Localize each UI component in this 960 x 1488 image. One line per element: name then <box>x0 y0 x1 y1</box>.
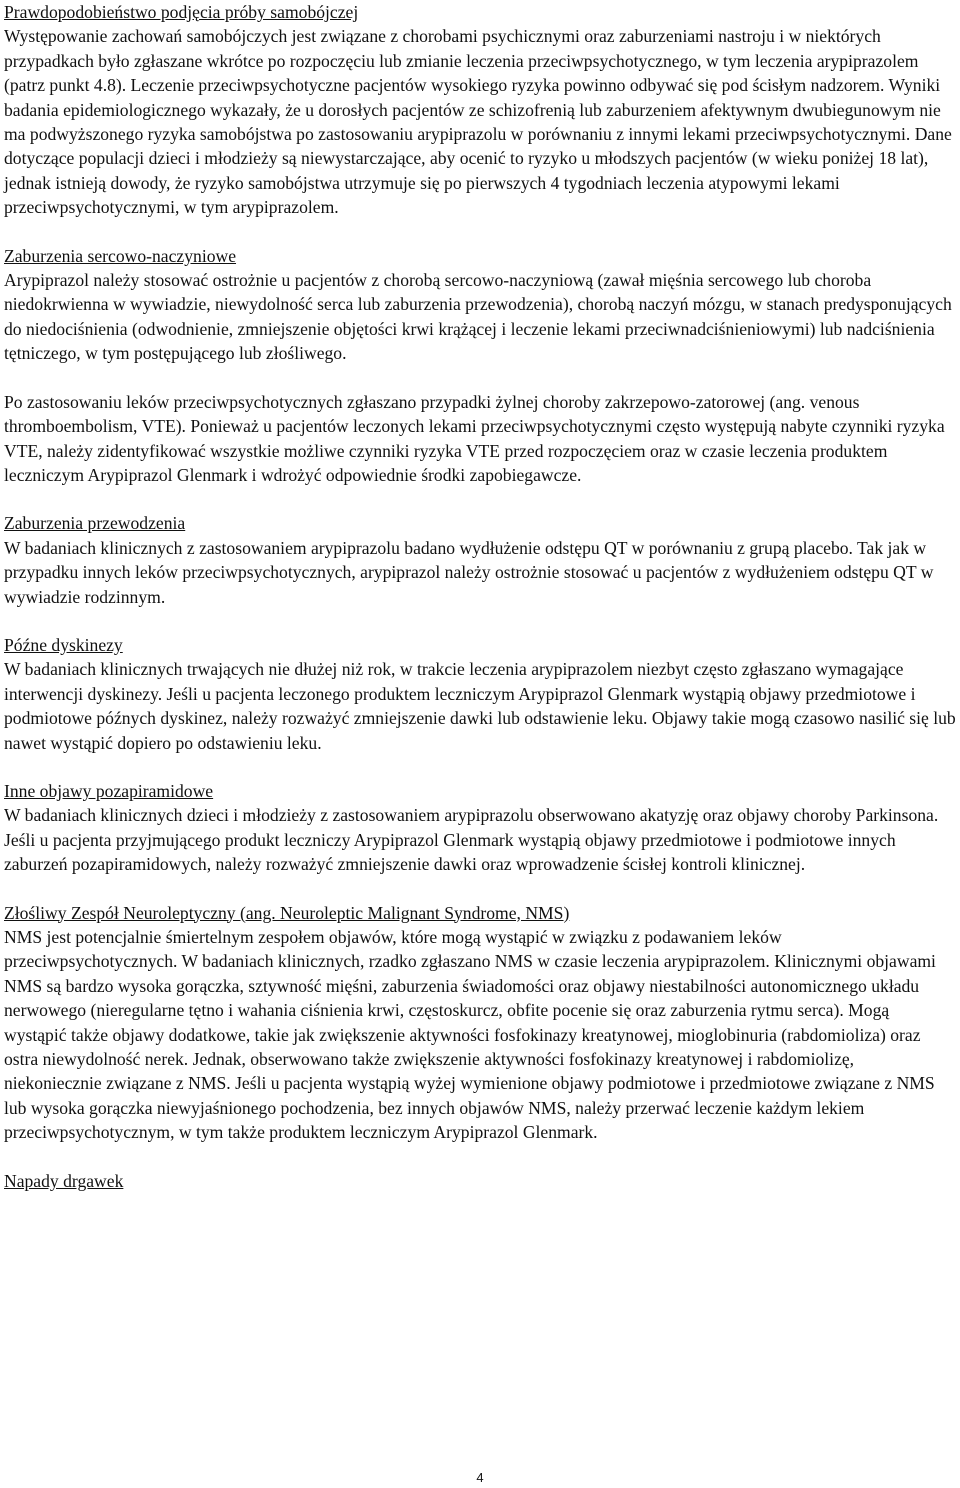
section-seizures <box>4 1169 956 1193</box>
section-suicide-risk <box>4 0 956 220</box>
paragraph: Występowanie zachowań samobójczych jest związane z chorobami psychicznymi oraz zaburzeniami nastroju i w niektórych przypadkach było zgłaszane wkrótce po rozpoczęciu lub zmianie leczenia przeciwpsychotycznego, w tym leczenia arypiprazolem (patrz punkt 4.8). Leczenie przeciwpsychotyczne pacjentów wysokiego ryzyka powinno odbywać się pod ścisłym nadzorem. Wyniki badania epidemiologicznego wykazały, że u dorosłych pacjentów ze schizofrenią lub zaburzeniem afektywnym dwubiegunowym nie ma podwyższonego ryzyka samobójstwa po zastosowaniu arypiprazolu w porównaniu z innymi lekami przeciwpsychotycznymi. Dane dotyczące populacji dzieci i młodzieży są niewystarczające, aby ocenić to ryzyko u młodszych pacjentów (w wieku poniżej 18 lat), jednak istnieją dowody, że ryzyko samobójstwa utrzymuje się po pierwszych 4 tygodniach leczenia atypowymi lekami przeciwpsychotycznymi, w tym arypiprazolem. <box>4 26 952 218</box>
paragraph: Arypiprazol należy stosować ostrożnie u pacjentów z chorobą sercowo-naczyniową (zawał mięśnia sercowego lub choroba niedokrwienna w wywiadzie, niewydolność serca lub zaburzenia przewodzenia), chorobą naczyń mózgu, w stanach predysponujących do niedociśnienia (odwodnienie, zmniejszenie objętości krwi krążącej i leczenie lekami przeciwnadciśnieniowymi) lub nadciśnienia tętniczego, w tym postępującego lub złośliwego. <box>4 270 952 364</box>
section-heading: Późne dyskinezy <box>4 634 123 655</box>
section-tardive-dyskinesia <box>4 633 956 755</box>
page-number: 4 <box>476 1470 484 1485</box>
section-heading: Zaburzenia przewodzenia <box>4 513 186 534</box>
paragraph: W badaniach klinicznych dzieci i młodzieży z zastosowaniem arypiprazolu obserwowano akatyzję oraz objawy choroby Parkinsona. Jeśli u pacjenta przyjmującego produkt leczniczy Arypiprazol Glenmark wystąpią objawy przedmiotowe i podmiotowe innych zaburzeń pozapiramidowych, należy rozważyć zmniejszenie dawki oraz wprowadzenie ścisłej kontroli klinicznej. <box>4 805 939 875</box>
paragraph: NMS jest potencjalnie śmiertelnym zespołem objawów, które mogą wystąpić w związku z podawaniem leków przeciwpsychotycznych. W badaniach klinicznych, rzadko zgłaszano NMS w czasie leczenia arypiprazolem. Klinicznymi objawami NMS są bardzo wysoka gorączka, sztywność mięśni, zaburzenia świadomości oraz objawy niestabilności autonomicznego układu nerwowego (nieregularne tętno i wahania ciśnienia krwi, częstoskurcz, obfite pocenie się oraz zaburzenia rytmu serca). Mogą wystąpić także objawy dodatkowe, takie jak zwiększenie aktywności fosfokinazy kreatynowej, mioglobinuria (rabdomioliza) oraz ostra niewydolność nerek. Jednak, obserwowano także zwiększenie aktywności fosfokinazy kreatynowej i rabdomiolizę, niekoniecznie związane z NMS. Jeśli u pacjenta wystąpią wyżej wymienione objawy podmiotowe i przedmiotowe związane z NMS lub wysoka gorączka niewyjaśnionego pochodzenia, bez innych objawów NMS, należy przerwać leczenie każdym lekiem przeciwpsychotycznym, w tym także produktem leczniczym Arypiprazol Glenmark. <box>4 927 936 1143</box>
section-heading: Zaburzenia sercowo-naczyniowe <box>4 245 237 266</box>
paragraph: W badaniach klinicznych trwających nie dłużej niż rok, w trakcie leczenia arypiprazolem niezbyt często zgłaszano wymagające interwencji dyskinezy. Jeśli u pacjenta leczonego produktem leczniczym Arypiprazol Glenmark wystąpią objawy przedmiotowe i podmiotowe późnych dyskinez, należy rozważyć zmniejszenie dawki lub odstawienie leku. Objawy takie mogą czasowo nasilić się lub nawet wystąpić dopiero po odstawieniu leku. <box>4 659 956 753</box>
section-cardiovascular <box>4 244 956 488</box>
paragraph: Po zastosowaniu leków przeciwpsychotycznych zgłaszano przypadki żylnej choroby zakrzepowo-zatorowej (ang. venous thromboembolism, VTE). Ponieważ u pacjentów leczonych lekami przeciwpsychotycznymi często występują nabyte czynniki ryzyka VTE, należy zidentyfikować wszystkie możliwe czynniki ryzyka VTE przed rozpoczęciem oraz w czasie leczenia produktem leczniczym Arypiprazol Glenmark i wdrożyć odpowiednie środki zapobiegawcze. <box>4 391 945 485</box>
section-nms <box>4 901 956 1145</box>
paragraph: W badaniach klinicznych z zastosowaniem arypiprazolu badano wydłużenie odstępu QT w porównaniu z grupą placebo. Tak jak w przypadku innych leków przeciwpsychotycznych, arypiprazol należy ostrożnie stosować u pacjentów z wydłużeniem odstępu QT w wywiadzie rodzinnym. <box>4 537 934 607</box>
document-page <box>4 0 956 1193</box>
section-heading: Prawdopodobieństwo podjęcia próby samobójczej <box>4 2 359 22</box>
section-heading: Inne objawy pozapiramidowe <box>4 780 214 801</box>
section-extrapyramidal <box>4 779 956 877</box>
section-heading: Złośliwy Zespół Neuroleptyczny (ang. Neuroleptic Malignant Syndrome, NMS) <box>4 902 570 923</box>
section-conduction <box>4 511 956 609</box>
section-heading: Napady drgawek <box>4 1170 124 1191</box>
